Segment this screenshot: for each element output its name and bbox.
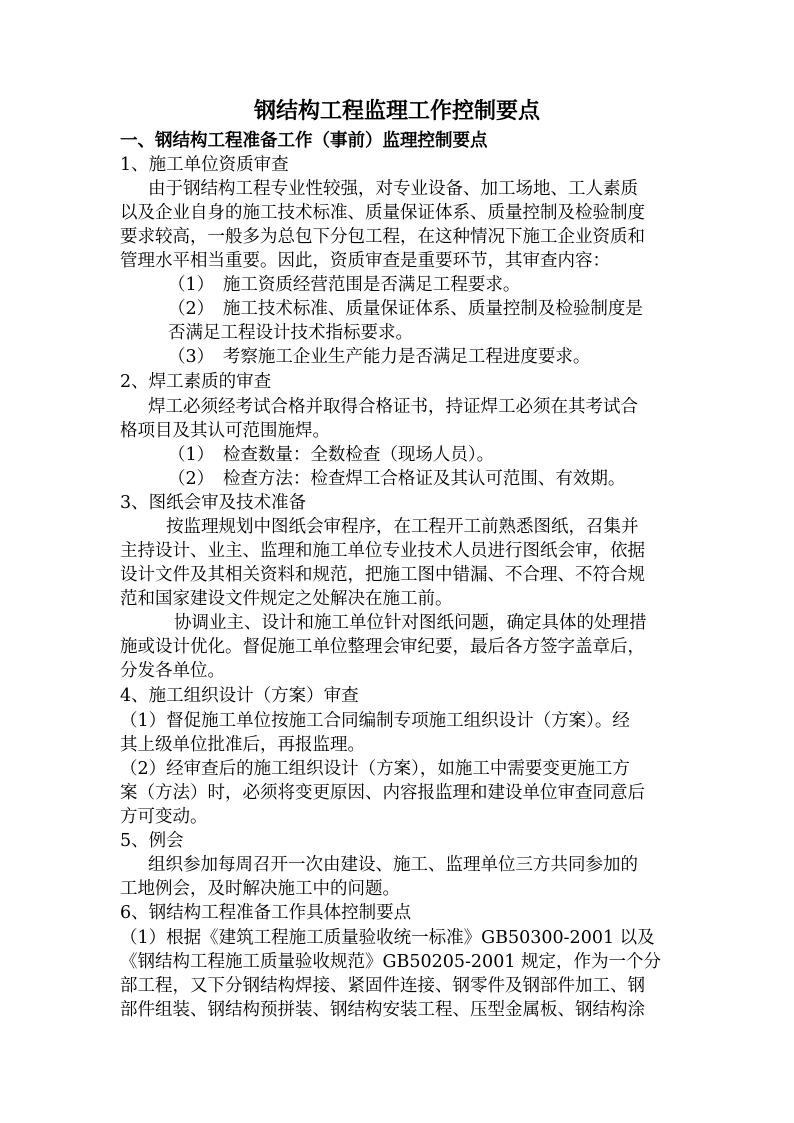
list-item: 否满足工程设计技术指标要求。 xyxy=(168,323,413,343)
paragraph-line: 工地例会，及时解决施工中的问题。 xyxy=(120,879,400,899)
subheading-1: 1、施工单位资质审查 xyxy=(120,155,289,175)
paragraph-line: 分发各单位。 xyxy=(120,661,225,681)
list-item: （3） 考察施工企业生产能力是否满足工程进度要求。 xyxy=(168,347,591,367)
subheading-5: 5、例会 xyxy=(120,831,184,851)
subheading-3: 3、图纸会审及技术准备 xyxy=(120,493,307,513)
paragraph-line: 《钢结构工程施工质量验收规范》GB50205-2001 规定，作为一个分 xyxy=(120,952,662,972)
paragraph-line: 部件组装、钢结构预拼装、钢结构安装工程、压型金属板、钢结构涂 xyxy=(120,1000,645,1020)
paragraph-line: 其上级单位批准后，再报监理。 xyxy=(120,735,365,755)
paragraph-line: 以及企业自身的施工技术标准、质量保证体系、质量控制及检验制度 xyxy=(120,203,645,223)
paragraph-line: 主持设计、业主、监理和施工单位专业技术人员进行图纸会审，依据 xyxy=(120,541,645,561)
paragraph-line: 部工程，又下分钢结构焊接、紧固件连接、钢零件及钢部件加工、钢 xyxy=(120,976,645,996)
paragraph-line: 焊工必须经考试合格并取得合格证书，持证焊工必须在其考试合 xyxy=(148,397,638,417)
list-item: （1） 施工资质经营范围是否满足工程要求。 xyxy=(168,275,521,295)
paragraph-line: 组织参加每周召开一次由建设、施工、监理单位三方共同参加的 xyxy=(148,855,638,875)
list-item: （1） 检查数量：全数检查（现场人员）。 xyxy=(168,445,495,465)
page-title: 钢结构工程监理工作控制要点 xyxy=(253,98,540,124)
section-heading: 一、钢结构工程准备工作（事前）监理控制要点 xyxy=(120,131,488,151)
paragraph-line: 按监理规划中图纸会审程序，在工程开工前熟悉图纸，召集并 xyxy=(166,517,639,537)
paragraph-line: 协调业主、设计和施工单位针对图纸问题，确定具体的处理措 xyxy=(174,613,647,633)
paragraph-line: 施或设计优化。督促施工单位整理会审纪要，最后各方签字盖章后， xyxy=(120,637,645,657)
paragraph-line: 管理水平相当重要。因此，资质审查是重要环节，其审查内容： xyxy=(120,251,610,271)
paragraph-line: 方可变动。 xyxy=(120,807,208,827)
paragraph-line: 范和国家建设文件规定之处解决在施工前。 xyxy=(120,589,453,609)
paragraph-line: 格项目及其认可范围施焊。 xyxy=(120,421,330,441)
paragraph-line: 案（方法）时，必须将变更原因、内容报监理和建设单位审查同意后 xyxy=(120,783,645,803)
paragraph-line: （1）督促施工单位按施工合同编制专项施工组织设计（方案）。经 xyxy=(120,711,630,731)
paragraph-line: （2）经审查后的施工组织设计（方案），如施工中需要变更施工方 xyxy=(120,759,630,779)
subheading-2: 2、焊工素质的审查 xyxy=(120,372,272,392)
paragraph-line: 设计文件及其相关资料和规范，把施工图中错漏、不合理、不符合规 xyxy=(120,565,645,585)
subheading-6: 6、钢结构工程准备工作具体控制要点 xyxy=(120,903,412,923)
paragraph-line: 由于钢结构工程专业性较强，对专业设备、加工场地、工人素质 xyxy=(148,179,638,199)
subheading-4: 4、施工组织设计（方案）审查 xyxy=(120,686,359,706)
paragraph-line: （1）根据《建筑工程施工质量验收统一标准》GB50300-2001 以及 xyxy=(120,928,655,948)
paragraph-line: 要求较高，一般多为总包下分包工程，在这种情况下施工企业资质和 xyxy=(120,227,645,247)
list-item: （2） 检查方法：检查焊工合格证及其认可范围、有效期。 xyxy=(168,469,626,489)
list-item: （2） 施工技术标准、质量保证体系、质量控制及检验制度是 xyxy=(168,299,643,319)
